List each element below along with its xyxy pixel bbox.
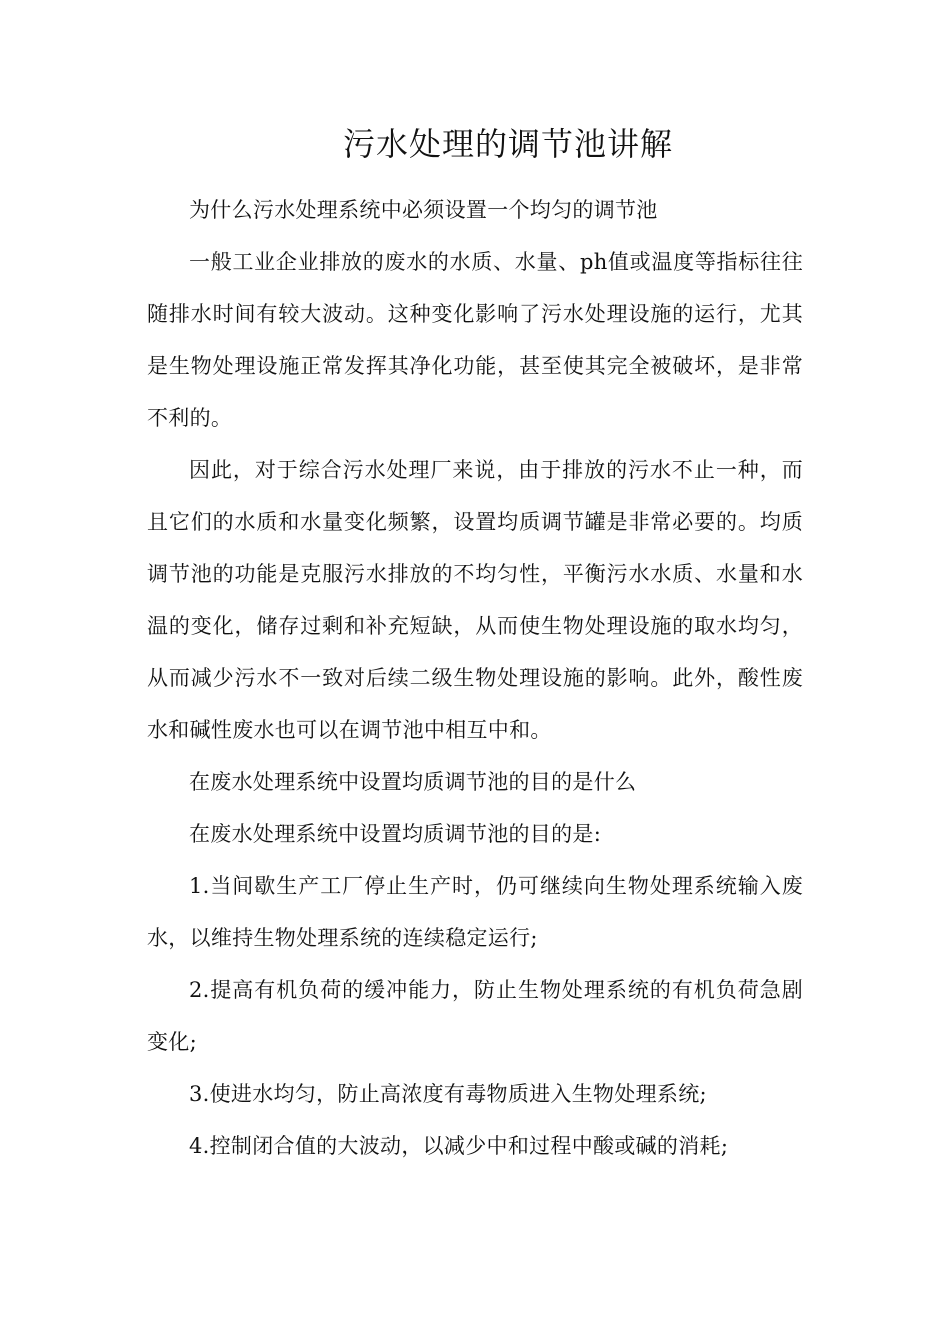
list-item-1: 1.当间歇生产工厂停止生产时，仍可继续向生物处理系统输入废水，以维持生物处理系统的连续稳定运行; (147, 874, 803, 950)
list-item-3: 3.使进水均匀，防止高浓度有毒物质进入生物处理系统; (189, 1082, 707, 1106)
paragraph-heading-why: 为什么污水处理系统中必须设置一个均匀的调节池 (189, 198, 658, 222)
paragraph-heading-purpose: 在废水处理系统中设置均质调节池的目的是什么 (189, 770, 637, 794)
paragraph-function: 因此，对于综合污水处理厂来说，由于排放的污水不止一种，而且它们的水质和水量变化频繁，设置均质调节罐是非常必要的。均质调节池的功能是克服污水排放的不均匀性，平衡污水水质、水量和水温的变化，储存过剩和补充短缺，从而使生物处理设施的取水均匀，从而减少污水不一致对后续二级生物处理设施的影响。此外，酸性废水和碱性废水也可以在调节池中相互中和。 (147, 458, 803, 742)
paragraph-purpose-intro: 在废水处理系统中设置均质调节池的目的是: (189, 822, 602, 846)
document-body (147, 184, 803, 1172)
document-title: 污水处理的调节池讲解 (342, 125, 673, 163)
list-item-4: 4.控制闭合值的大波动，以减少中和过程中酸或碱的消耗; (189, 1134, 729, 1158)
list-item-2: 2.提高有机负荷的缓冲能力，防止生物处理系统的有机负荷急剧变化; (147, 978, 803, 1054)
paragraph-fluctuation: 一般工业企业排放的废水的水质、水量、ph值或温度等指标往往随排水时间有较大波动。这种变化影响了污水处理设施的运行，尤其是生物处理设施正常发挥其净化功能，甚至使其完全被破坏，是非常不利的。 (147, 250, 803, 430)
